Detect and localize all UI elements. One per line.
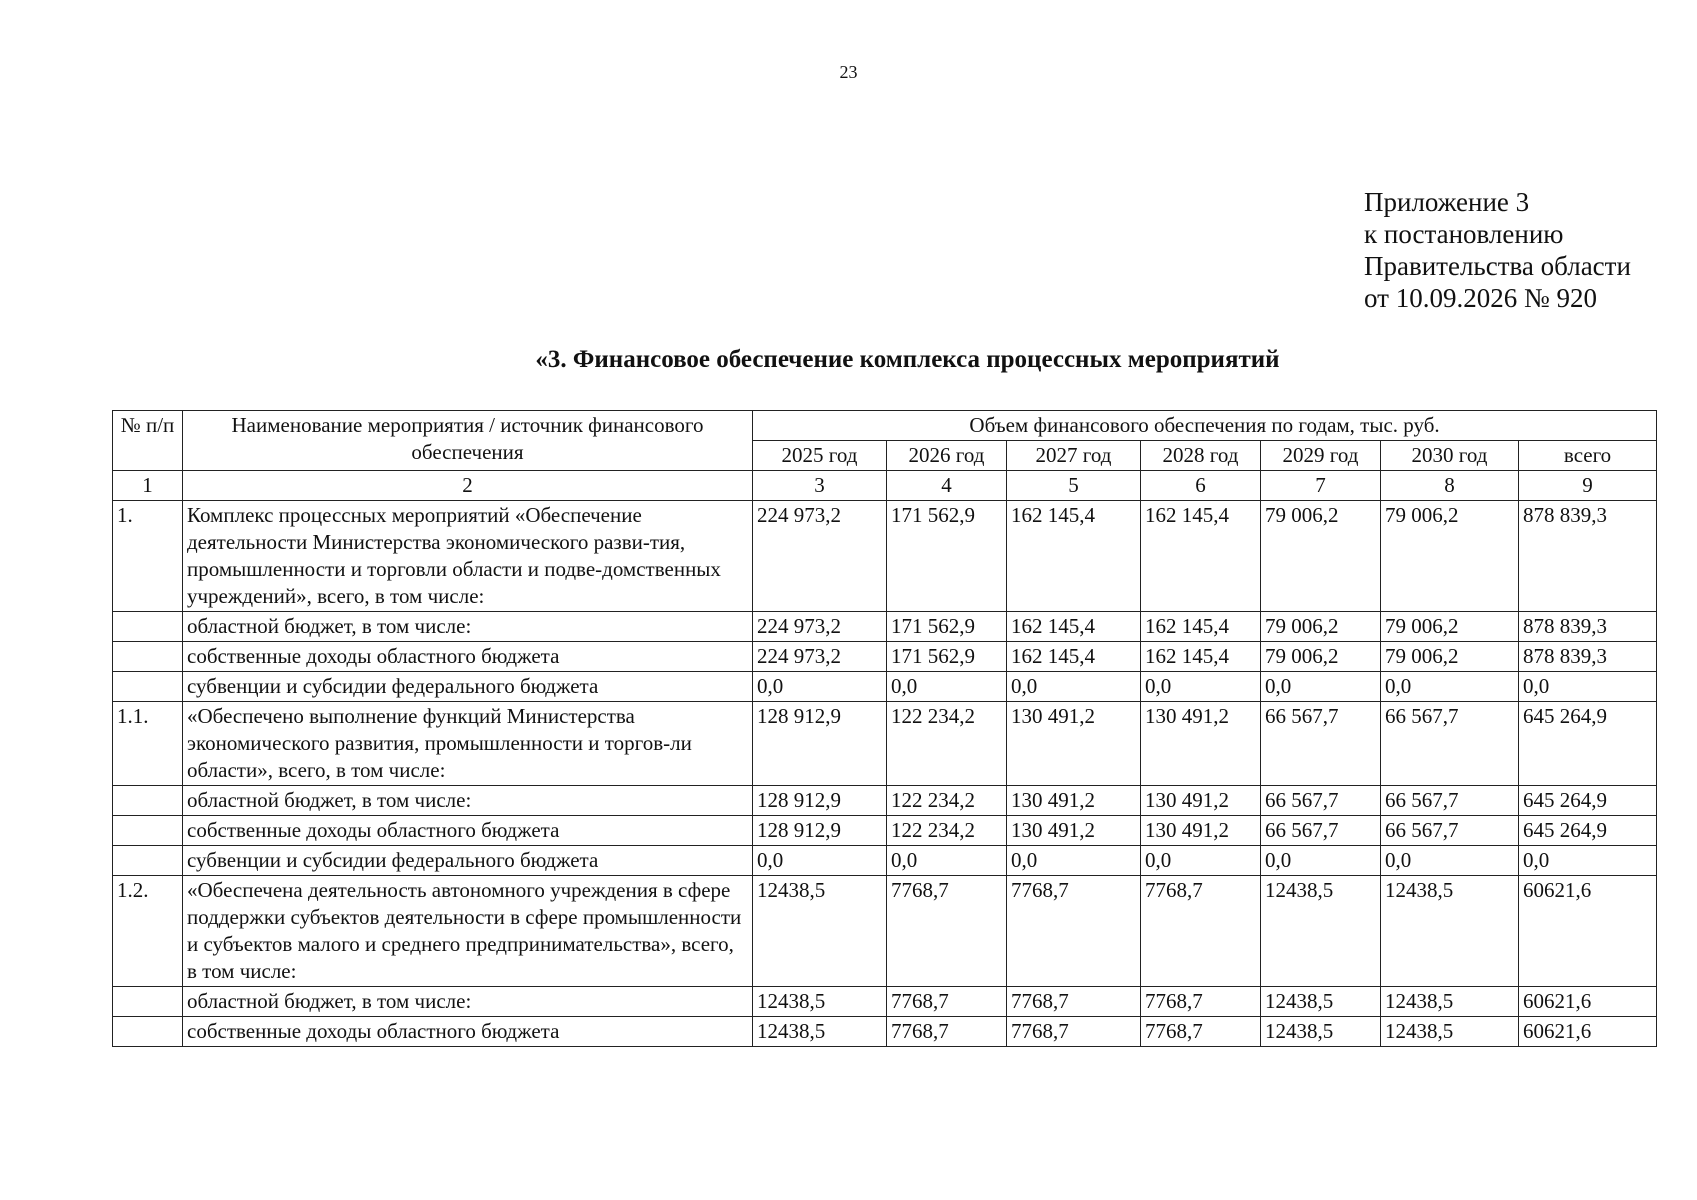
page-number: 23 (839, 62, 858, 82)
row-value: 162 145,4 (1141, 612, 1261, 642)
row-value: 12438,5 (1261, 1017, 1381, 1047)
row-value: 7768,7 (887, 987, 1007, 1017)
row-value: 0,0 (1381, 672, 1519, 702)
appendix-line: от 10.09.2026 № 920 (1364, 283, 1597, 313)
header-year: 2028 год (1141, 441, 1261, 471)
financing-table (112, 410, 1657, 1047)
row-value: 0,0 (753, 846, 887, 876)
row-value: 7768,7 (1007, 876, 1141, 987)
row-value: 12438,5 (753, 876, 887, 987)
column-number: 1 (113, 471, 183, 501)
row-value: 130 491,2 (1141, 786, 1261, 816)
row-value: 645 264,9 (1519, 816, 1657, 846)
row-value: 12438,5 (1261, 876, 1381, 987)
row-value: 79 006,2 (1381, 612, 1519, 642)
row-name: субвенции и субсидии федерального бюджета (183, 846, 753, 876)
row-value: 7768,7 (1141, 1017, 1261, 1047)
row-index: 1.1. (113, 702, 183, 786)
row-value: 0,0 (1519, 846, 1657, 876)
row-value: 12438,5 (1261, 987, 1381, 1017)
row-value: 66 567,7 (1381, 816, 1519, 846)
row-value: 0,0 (887, 846, 1007, 876)
row-value: 128 912,9 (753, 816, 887, 846)
row-value: 645 264,9 (1519, 786, 1657, 816)
row-value: 60621,6 (1519, 987, 1657, 1017)
row-value: 171 562,9 (887, 642, 1007, 672)
header-year: 2025 год (753, 441, 887, 471)
row-value: 128 912,9 (753, 702, 887, 786)
row-index (113, 987, 183, 1017)
row-name: «Обеспечена деятельность автономного учреждения в сфере поддержки субъектов деятельности в сфере промышленности и субъектов малого и среднего предпринимательства», всего, в том числе: (183, 876, 753, 987)
row-value: 122 234,2 (887, 702, 1007, 786)
table-row (113, 816, 1657, 846)
row-value: 224 973,2 (753, 612, 887, 642)
table-row (113, 1017, 1657, 1047)
row-value: 0,0 (1007, 846, 1141, 876)
row-value: 7768,7 (1007, 987, 1141, 1017)
row-value: 60621,6 (1519, 1017, 1657, 1047)
table-row (113, 672, 1657, 702)
column-number: 2 (183, 471, 753, 501)
row-value: 122 234,2 (887, 786, 1007, 816)
header-year: 2026 год (887, 441, 1007, 471)
row-index (113, 846, 183, 876)
row-value: 7768,7 (887, 876, 1007, 987)
row-index (113, 612, 183, 642)
row-value: 66 567,7 (1381, 702, 1519, 786)
row-value: 162 145,4 (1007, 501, 1141, 612)
row-value: 0,0 (1141, 672, 1261, 702)
row-value: 0,0 (887, 672, 1007, 702)
row-value: 7768,7 (887, 1017, 1007, 1047)
column-number: 4 (887, 471, 1007, 501)
row-index (113, 672, 183, 702)
row-name: субвенции и субсидии федерального бюджета (183, 672, 753, 702)
row-value: 878 839,3 (1519, 642, 1657, 672)
row-value: 79 006,2 (1381, 501, 1519, 612)
row-value: 66 567,7 (1261, 786, 1381, 816)
row-value: 66 567,7 (1261, 702, 1381, 786)
row-value: 0,0 (1519, 672, 1657, 702)
row-name: областной бюджет, в том числе: (183, 612, 753, 642)
row-name: областной бюджет, в том числе: (183, 786, 753, 816)
table-row (113, 786, 1657, 816)
row-value: 7768,7 (1007, 1017, 1141, 1047)
row-value: 0,0 (1007, 672, 1141, 702)
row-index: 1.2. (113, 876, 183, 987)
appendix-line: Приложение 3 (1364, 187, 1530, 217)
row-value: 12438,5 (1381, 987, 1519, 1017)
row-value: 0,0 (1261, 672, 1381, 702)
row-name: Комплекс процессных мероприятий «Обеспечение деятельности Министерства экономического разви-тия, промышленности и торговли области и подве-домственных учреждений», всего, в том числе: (183, 501, 753, 612)
table-row (113, 501, 1657, 612)
row-value: 12438,5 (753, 987, 887, 1017)
row-name: областной бюджет, в том числе: (183, 987, 753, 1017)
row-value: 130 491,2 (1007, 702, 1141, 786)
row-value: 60621,6 (1519, 876, 1657, 987)
column-number: 3 (753, 471, 887, 501)
header-volume: Объем финансового обеспечения по годам, тыс. руб. (753, 411, 1657, 441)
row-value: 12438,5 (1381, 1017, 1519, 1047)
row-value: 171 562,9 (887, 612, 1007, 642)
row-value: 128 912,9 (753, 786, 887, 816)
row-value: 130 491,2 (1141, 702, 1261, 786)
appendix-line: к постановлению (1364, 219, 1564, 249)
row-value: 0,0 (1261, 846, 1381, 876)
row-index (113, 1017, 183, 1047)
row-value: 0,0 (753, 672, 887, 702)
header-year: всего (1519, 441, 1657, 471)
appendix-line: Правительства области (1364, 251, 1631, 281)
row-index (113, 786, 183, 816)
row-value: 122 234,2 (887, 816, 1007, 846)
row-value: 878 839,3 (1519, 612, 1657, 642)
table-row (113, 846, 1657, 876)
table-row (113, 642, 1657, 672)
row-value: 162 145,4 (1141, 642, 1261, 672)
row-value: 79 006,2 (1261, 612, 1381, 642)
column-number: 5 (1007, 471, 1141, 501)
row-value: 224 973,2 (753, 501, 887, 612)
row-value: 162 145,4 (1141, 501, 1261, 612)
table-row (113, 987, 1657, 1017)
row-index (113, 816, 183, 846)
row-name: собственные доходы областного бюджета (183, 816, 753, 846)
row-value: 0,0 (1141, 846, 1261, 876)
row-value: 7768,7 (1141, 876, 1261, 987)
row-name: собственные доходы областного бюджета (183, 642, 753, 672)
row-name: «Обеспечено выполнение функций Министерства экономического развития, промышленности и торгов-ли области», всего, в том числе: (183, 702, 753, 786)
row-value: 162 145,4 (1007, 612, 1141, 642)
row-value: 12438,5 (753, 1017, 887, 1047)
header-year: 2029 год (1261, 441, 1381, 471)
appendix-block (1364, 186, 1631, 314)
row-value: 130 491,2 (1007, 786, 1141, 816)
row-index: 1. (113, 501, 183, 612)
table-row (113, 702, 1657, 786)
header-no: № п/п (113, 411, 183, 471)
row-value: 130 491,2 (1141, 816, 1261, 846)
row-value: 79 006,2 (1261, 501, 1381, 612)
column-number: 6 (1141, 471, 1261, 501)
column-number: 9 (1519, 471, 1657, 501)
row-name: собственные доходы областного бюджета (183, 1017, 753, 1047)
row-value: 162 145,4 (1007, 642, 1141, 672)
row-index (113, 642, 183, 672)
row-value: 171 562,9 (887, 501, 1007, 612)
header-year: 2030 год (1381, 441, 1519, 471)
row-value: 66 567,7 (1381, 786, 1519, 816)
row-value: 224 973,2 (753, 642, 887, 672)
row-value: 66 567,7 (1261, 816, 1381, 846)
column-number: 7 (1261, 471, 1381, 501)
row-value: 7768,7 (1141, 987, 1261, 1017)
row-value: 645 264,9 (1519, 702, 1657, 786)
row-value: 878 839,3 (1519, 501, 1657, 612)
header-year: 2027 год (1007, 441, 1141, 471)
table-row (113, 876, 1657, 987)
row-value: 12438,5 (1381, 876, 1519, 987)
row-value: 79 006,2 (1261, 642, 1381, 672)
row-value: 79 006,2 (1381, 642, 1519, 672)
row-value: 130 491,2 (1007, 816, 1141, 846)
table-row (113, 612, 1657, 642)
document-title: «3. Финансовое обеспечение комплекса процессных мероприятий (535, 346, 1280, 373)
header-name: Наименование мероприятия / источник финансового обеспечения (183, 411, 753, 471)
column-number: 8 (1381, 471, 1519, 501)
row-value: 0,0 (1381, 846, 1519, 876)
